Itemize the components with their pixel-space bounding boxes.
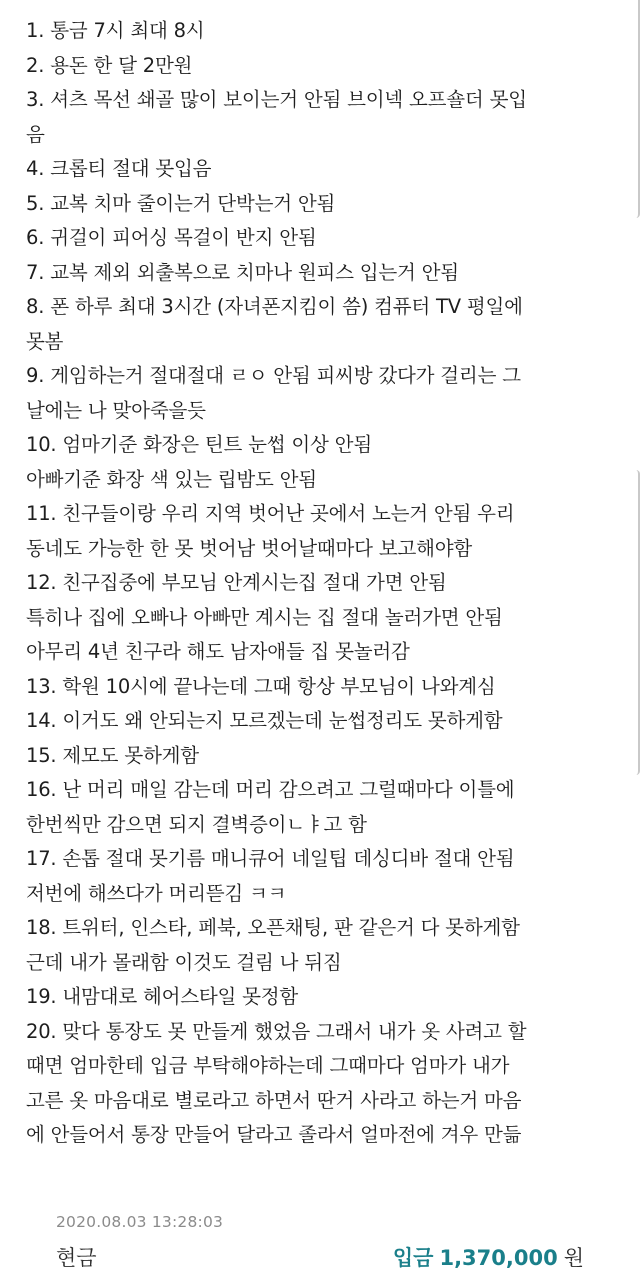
scrollbar-track-top[interactable] (633, 0, 640, 218)
post-line: 4. 크롭티 절대 못입음 (26, 157, 212, 180)
post-line: 12. 친구집중에 부모님 안계시는집 절대 가면 안됨 (26, 571, 447, 594)
transaction-kind: 입금 (392, 1246, 434, 1270)
post-line: 13. 학원 10시에 끝나는데 그때 항상 부모님이 나와계심 (26, 674, 496, 698)
post-line: 17. 손톱 절대 못기름 매니큐어 네일팁 데싱디바 절대 안됨 (26, 847, 515, 870)
post-line: 15. 제모도 못하게함 (26, 743, 199, 767)
post-line: 20. 맞다 통장도 못 만들게 했었음 그래서 내가 옷 사려고 할 (26, 1019, 527, 1043)
post-line: 저번에 해쓰다가 머리뜯김 ㅋㅋ (26, 881, 287, 905)
post-line: 근데 내가 몰래함 이것도 걸림 나 뒤짐 (26, 950, 342, 974)
post-line: 날에는 나 맞아죽을듯 (26, 398, 206, 422)
post-line: 11. 친구들이랑 우리 지역 벗어난 곳에서 노는거 안됨 우리 (26, 502, 515, 525)
transaction-datetime: 2020.08.03 13:28:03 (56, 1213, 224, 1231)
transaction-unit: 원 (563, 1246, 584, 1270)
post-line: 아무리 4년 친구라 해도 남자애들 집 못놀러감 (26, 640, 410, 663)
scrollbar[interactable] (632, 0, 640, 780)
transaction-label: 현금 (56, 1246, 97, 1270)
post-line: 한번씩만 감으면 되지 결벽증이ㄴㅑ고 함 (26, 812, 367, 836)
transaction-amount: 1,370,000 (439, 1246, 558, 1270)
post-line: 19. 내맘대로 헤어스타일 못정함 (26, 985, 299, 1008)
post-line: 14. 이거도 왜 안되는지 모르겠는데 눈썹정리도 못하게함 (26, 709, 503, 732)
post-line: 6. 귀걸이 피어싱 목걸이 반지 안됨 (26, 226, 317, 249)
post-line: 고른 옷 마음대로 별로라고 하면서 딴거 사라고 하는거 마음 (26, 1088, 522, 1112)
post-line: 때면 엄마한테 입금 부탁해야하는데 그때마다 엄마가 내가 (26, 1054, 510, 1077)
post-body-text (26, 14, 626, 1153)
post-line: 음 (26, 122, 45, 146)
post-line: 3. 셔츠 목선 쇄골 많이 보이는거 안됨 브이넥 오프숄더 못입 (26, 88, 527, 111)
post-line: 7. 교복 제외 외출복으로 치마나 원피스 입는거 안됨 (26, 260, 459, 284)
transaction-amount-group (393, 1242, 584, 1272)
post-line: 특히나 집에 오빠나 아빠만 계시는 집 절대 놀러가면 안됨 (26, 605, 503, 629)
post-line: 못봄 (26, 329, 64, 353)
post-line: 동네도 가능한 한 못 벗어남 벗어날때마다 보고해야함 (26, 536, 473, 560)
post-line: 2. 용돈 한 달 2만원 (26, 53, 193, 77)
scrollbar-thumb[interactable] (633, 470, 640, 775)
post-line: 18. 트위터, 인스타, 페북, 오픈채팅, 판 같은거 다 못하게함 (26, 916, 520, 939)
post-line: 10. 엄마기준 화장은 틴트 눈썹 이상 안됨 (26, 433, 372, 456)
post-line: 에 안들어서 통장 만들어 달라고 졸라서 얼마전에 겨우 만듦 (26, 1123, 522, 1146)
post-line: 아빠기준 화장 색 있는 립밤도 안됨 (26, 467, 317, 491)
post-line: 5. 교복 치마 줄이는거 단박는거 안됨 (26, 191, 336, 215)
post-line: 8. 폰 하루 최대 3시간 (자녀폰지킴이 씀) 컴퓨터 TV 평일에 (26, 295, 523, 318)
post-line: 16. 난 머리 매일 감는데 머리 감으려고 그럴때마다 이틀에 (26, 778, 515, 801)
post-line: 9. 게임하는거 절대절대 ㄹㅇ 안됨 피씨방 갔다가 걸리는 그 (26, 364, 521, 387)
transaction-row[interactable] (56, 1240, 584, 1276)
post-line: 1. 통금 7시 최대 8시 (26, 19, 205, 42)
